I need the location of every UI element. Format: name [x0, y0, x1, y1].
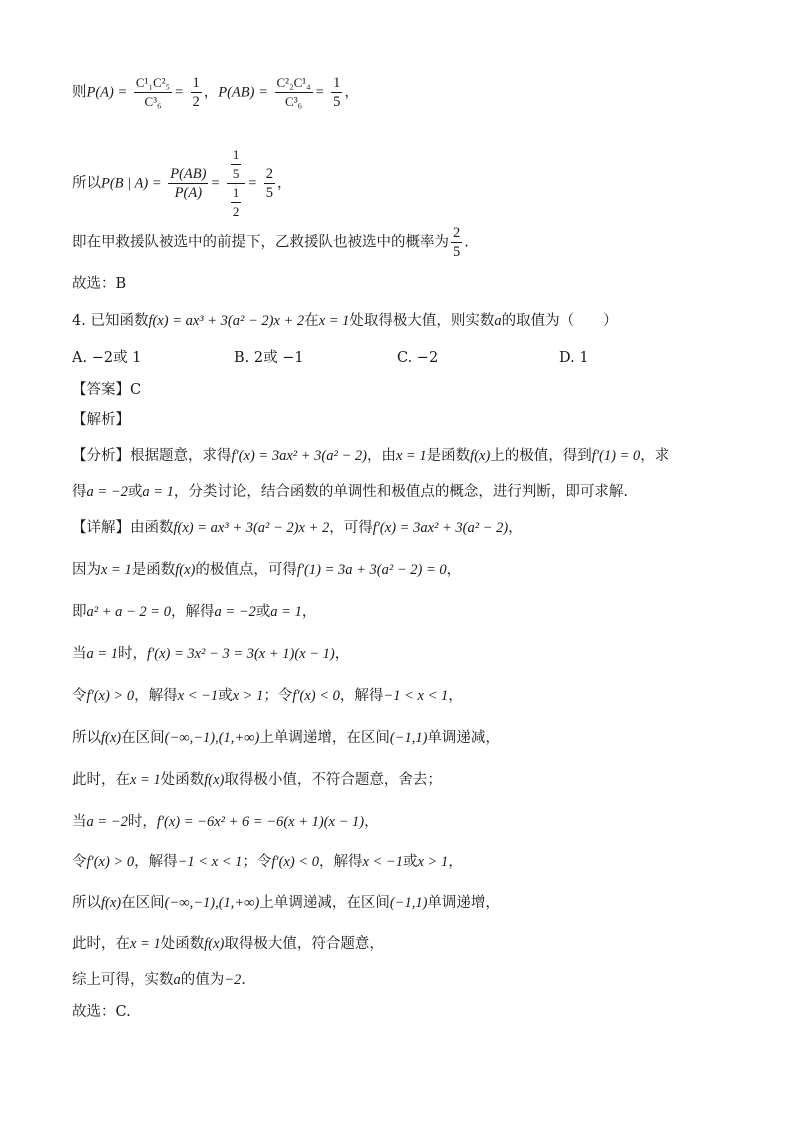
equals: =	[314, 84, 325, 101]
text: 当	[72, 814, 87, 830]
detail-line-7	[72, 770, 442, 790]
detail-line-6	[72, 728, 500, 748]
text: ，解得	[339, 688, 384, 704]
option-b[interactable]	[234, 348, 304, 368]
text: 的极值点，可得	[195, 562, 297, 578]
numerator: P(AB)	[170, 166, 207, 182]
text: f(x)	[204, 936, 225, 952]
text: A.	[72, 350, 88, 366]
pab-over-pa-fraction	[168, 165, 208, 202]
text: a = −2	[214, 604, 256, 620]
text: 上的极值，得到	[490, 448, 592, 464]
text: ，	[446, 562, 462, 578]
text: x = 1	[395, 448, 427, 464]
text: f(x)	[204, 772, 225, 788]
text: 根据题意，求得	[130, 448, 232, 464]
text: ；令	[263, 688, 293, 704]
analysis-heading: 【解析】	[72, 412, 130, 428]
text: x < −1	[177, 688, 219, 704]
text: −2	[224, 972, 242, 988]
equals: =	[247, 175, 258, 192]
text: 【详解】由函数	[72, 520, 174, 536]
text: −1 < x < 1	[177, 854, 243, 870]
detail-line-4	[72, 644, 349, 664]
text: ，	[448, 854, 463, 870]
text: f′(x) = −6x² + 6 = −6(x + 1)(x − 1)	[156, 814, 365, 830]
text: 此时，在	[72, 772, 130, 788]
text: a = 1	[270, 604, 302, 620]
text: 时，	[127, 814, 157, 830]
text: 即在甲救援队被选中的前提下，乙救援队也被选中的概率为	[72, 234, 449, 251]
text: a	[173, 972, 181, 988]
detail-line-8	[72, 812, 379, 832]
one-half	[231, 184, 242, 221]
text: a	[494, 313, 502, 329]
pab-label: P(AB) =	[218, 84, 268, 101]
text: 单调递减，	[427, 730, 500, 746]
text: ，求	[640, 448, 670, 464]
option-a[interactable]	[72, 348, 141, 368]
text: C.	[397, 350, 413, 366]
text: f(x) = ax³ + 3(a² − 2)x + 2	[148, 313, 305, 329]
denominator: 2	[232, 204, 240, 219]
text: f(x)	[175, 562, 196, 578]
text: f′(1) = 0	[591, 448, 641, 464]
text: ，分类讨论，结合函数的单调性和极值点的概念，进行判断，即可求解.	[173, 484, 628, 500]
denominator: 2	[192, 94, 200, 110]
option-d[interactable]	[559, 348, 589, 368]
pab-combination-fraction	[275, 74, 313, 111]
detail-line-5	[72, 686, 463, 706]
equals: =	[174, 84, 184, 101]
text: −2	[416, 350, 439, 366]
text: 上单调递增，在区间	[259, 730, 390, 746]
text: f′(x) = 3ax² + 3(a² − 2)	[372, 520, 509, 536]
text: a = −2	[86, 484, 128, 500]
text: (−1,1)	[389, 730, 428, 746]
two-fifths	[264, 165, 275, 202]
separator: ，	[344, 84, 359, 101]
text: 在区间	[121, 895, 165, 911]
text: 已知函数	[90, 313, 149, 329]
separator: ，	[277, 175, 292, 192]
text: x = 1	[130, 772, 161, 788]
final-choice: 故选：C.	[72, 1004, 131, 1020]
numerator: C¹₁C²₅	[134, 74, 172, 93]
text: 是函数	[131, 562, 176, 578]
numerator: 1	[231, 146, 242, 165]
text: 在区间	[121, 730, 165, 746]
question-4-stem	[72, 311, 618, 331]
text: (−∞,−1),(1,+∞)	[164, 895, 260, 911]
compound-numerator	[227, 146, 246, 184]
text: f′(x) < 0	[271, 854, 319, 870]
option-c[interactable]	[397, 348, 438, 368]
text: 则	[72, 84, 87, 101]
denominator: 5	[232, 166, 240, 181]
numerator: 2	[265, 166, 274, 182]
text: D.	[559, 350, 575, 366]
numerator: 1	[333, 75, 341, 91]
denominator: P(A)	[174, 185, 203, 201]
numerator: 1	[192, 75, 200, 91]
analysis-line-2	[72, 482, 628, 502]
text: 所以	[72, 895, 101, 911]
conditional-probability-line	[72, 146, 292, 221]
text: 的取值为（ ）	[501, 313, 618, 329]
text: f′(x) = 3x² − 3 = 3(x + 1)(x − 1)	[147, 646, 335, 662]
compound-fraction	[227, 146, 246, 221]
text: ，解得	[318, 854, 363, 870]
text: ，解得	[170, 604, 215, 620]
pba-label: P(B | A) =	[101, 175, 162, 192]
text: 上单调递减，在区间	[259, 895, 390, 911]
text: a = 1	[142, 484, 174, 500]
text: (−∞,−1),(1,+∞)	[164, 730, 260, 746]
text: ，	[448, 688, 463, 704]
text: ，解得	[134, 688, 178, 704]
detail-line-3	[72, 602, 316, 622]
pa-combination-fraction	[134, 74, 172, 111]
text: 因为	[72, 562, 101, 578]
probability-pa-pab-line	[72, 74, 359, 111]
text: ，	[301, 604, 317, 620]
text: .	[241, 972, 246, 988]
text: ，	[508, 520, 523, 536]
text: 得	[72, 484, 87, 500]
text: 处函数	[160, 772, 205, 788]
text: 在	[304, 313, 319, 329]
denominator: 5	[453, 244, 461, 260]
analysis-line-1	[72, 446, 669, 466]
text: f(x) = ax³ + 3(a² − 2)x + 2	[173, 520, 330, 536]
text: 处取得极大值，则实数	[349, 313, 495, 329]
text: 所以	[72, 175, 101, 192]
denominator: 5	[265, 185, 274, 201]
text: x = 1	[101, 562, 132, 578]
question-4-options	[72, 348, 732, 368]
text: 处函数	[160, 936, 205, 952]
text: f(x)	[101, 730, 122, 746]
text: 的值为	[180, 972, 225, 988]
text: 是函数	[426, 448, 471, 464]
text: 综上可得，实数	[72, 972, 174, 988]
question-number: 4.	[72, 313, 86, 329]
text: 或	[127, 484, 143, 500]
text: 时，	[118, 646, 148, 662]
text: f′(1) = 3a + 3(a² − 2) = 0	[296, 562, 447, 578]
text: 【分析】	[72, 448, 130, 464]
text: 当	[72, 646, 87, 662]
text: .	[464, 234, 469, 251]
text: f′(x) = 3ax² + 3(a² − 2)	[231, 448, 367, 464]
detail-line-12	[72, 970, 246, 990]
pa-value-fraction	[191, 74, 202, 111]
detail-line-11	[72, 934, 384, 954]
text: 此时，在	[72, 936, 130, 952]
text: 或	[402, 854, 418, 870]
text: ，可得	[329, 520, 373, 536]
text: f′(x) < 0	[292, 688, 340, 704]
text: ；令	[242, 854, 272, 870]
text: f′(x) > 0	[86, 688, 135, 704]
text: 令	[72, 688, 87, 704]
text: x < −1	[362, 854, 403, 870]
text: (−1,1)	[389, 895, 428, 911]
numerator: 2	[453, 225, 461, 241]
pab-value-fraction	[331, 74, 342, 111]
text: 或	[218, 688, 233, 704]
text: 1	[579, 350, 589, 366]
text: ，由	[366, 448, 396, 464]
detail-line-1	[72, 518, 523, 538]
text: 所以	[72, 730, 101, 746]
text: −1 < x < 1	[383, 688, 449, 704]
text: −2或 1	[91, 350, 142, 366]
text: x = 1	[318, 313, 350, 329]
answer-choice-b: 故选：B	[72, 276, 127, 292]
detail-line-9	[72, 852, 463, 872]
numerator: C²₂C¹₄	[275, 74, 313, 93]
text: 单调递增，	[427, 895, 500, 911]
text: a = −2	[86, 814, 128, 830]
two-fifths	[451, 224, 462, 261]
text: ，	[334, 646, 350, 662]
text: ，解得	[134, 854, 178, 870]
denominator: C³₆	[144, 94, 162, 109]
text: f′(x) > 0	[86, 854, 135, 870]
denominator: 5	[333, 94, 341, 110]
text: x > 1	[232, 688, 264, 704]
text: ，	[364, 814, 379, 830]
text: 或	[255, 604, 271, 620]
text: 令	[72, 854, 87, 870]
denominator: C³₆	[285, 94, 303, 109]
answer-label: 【答案】C	[72, 382, 142, 398]
text: x > 1	[417, 854, 449, 870]
text: 2或 −1	[253, 350, 304, 366]
text: a² + a − 2 = 0	[86, 604, 171, 620]
text: x = 1	[130, 936, 161, 952]
text: B.	[234, 350, 250, 366]
detail-line-2	[72, 560, 461, 580]
text: f(x)	[470, 448, 491, 464]
text: a = 1	[86, 646, 119, 662]
one-fifth	[231, 146, 242, 183]
numerator: 1	[231, 184, 242, 203]
separator: ，	[203, 84, 219, 101]
pa-label: P(A) =	[86, 84, 128, 101]
text: f(x)	[101, 895, 122, 911]
text: 取得极大值，符合题意，	[224, 936, 384, 952]
probability-conclusion-line	[72, 224, 469, 261]
detail-line-10	[72, 893, 500, 913]
equals: =	[210, 175, 221, 192]
compound-denominator	[227, 184, 246, 221]
text: 取得极小值，不符合题意，舍去；	[224, 772, 442, 788]
text: 即	[72, 604, 87, 620]
